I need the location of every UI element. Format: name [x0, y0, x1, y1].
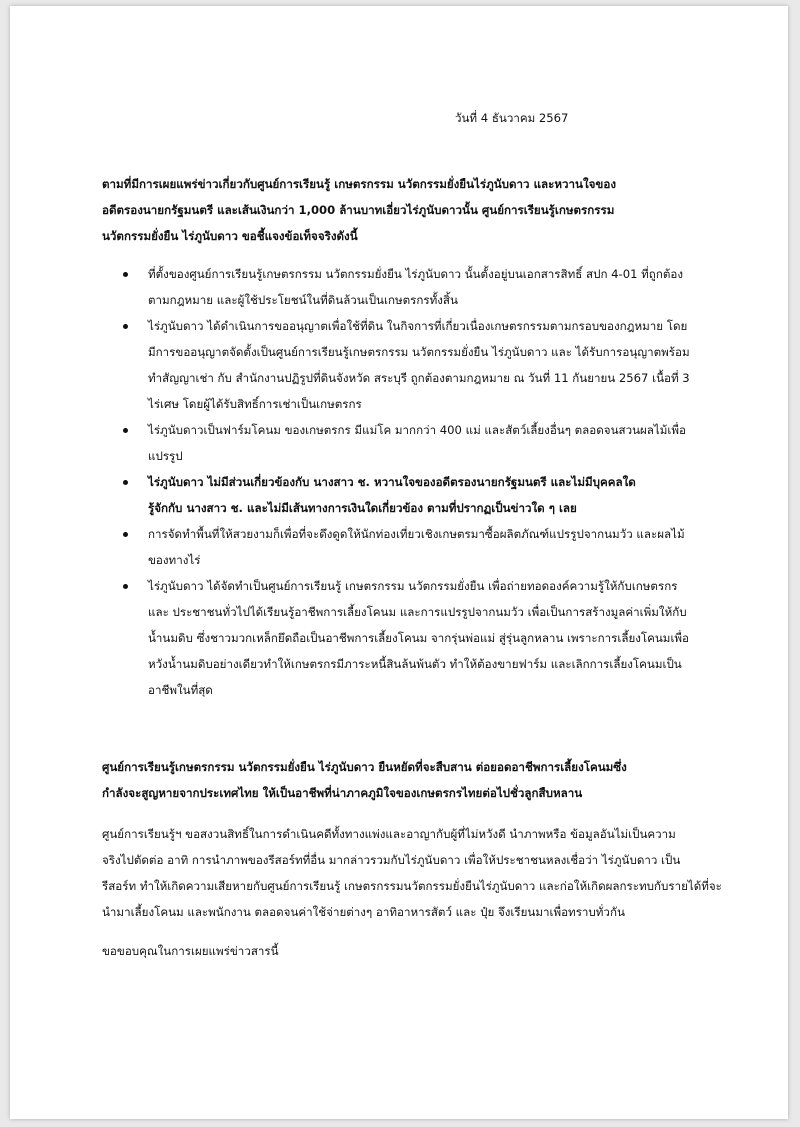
- bullet-dot-icon: [123, 480, 128, 485]
- closing-heading: [102, 754, 712, 806]
- bullet-line: อาชีพในที่สุด: [148, 683, 213, 697]
- bullet-item-emphasis: [10, 469, 788, 521]
- intro-paragraph: [102, 171, 712, 249]
- bullet-line: รู้จักกับ นางสาว ช. และไม่มีเส้นทางการเงินใดเกี่ยวข้อง ตามที่ปรากฏเป็นข่าวใด ๆ เลย: [148, 501, 577, 515]
- bullet-dot-icon: [123, 428, 128, 433]
- closing-heading-line: ศูนย์การเรียนรู้เกษตรกรรม นวัตกรรมยั่งยืน ไร่ภูนับดาว ยืนหยัดที่จะสืบสาน ต่อยอดอาชีพการเลี้ยงโคนมซึ่ง: [102, 760, 627, 774]
- bullet-item: [10, 573, 788, 703]
- document-date: วันที่ 4 ธันวาคม 2567: [455, 111, 569, 125]
- bullet-list: [10, 261, 788, 703]
- thanks-paragraph: [102, 938, 712, 964]
- bullet-item: [10, 261, 788, 313]
- legal-notice-line: รีสอร์ท ทำให้เกิดความเสียหายกับศูนย์การเรียนรู้ เกษตรกรรมนวัตกรรมยั่งยืนไร่ภูนับดาว และก่อให้เกิดผลกระทบกับรายได้ที่จะ: [102, 879, 722, 893]
- bullet-line: ทำสัญญาเช่า กับ สำนักงานปฏิรูปที่ดินจังหวัด สระบุรี ถูกต้องตามกฎหมาย ณ วันที่ 11 กันยายน 2567 เนื้อที่ 3: [148, 371, 690, 385]
- intro-line: ตามที่มีการเผยแพร่ข่าวเกี่ยวกับศูนย์การเรียนรู้ เกษตรกรรม นวัตกรรมยั่งยืนไร่ภูนับดาว และหวานใจของ: [102, 177, 616, 191]
- legal-notice-line: ศูนย์การเรียนรู้ฯ ขอสงวนสิทธิ์ในการดำเนินคดีทั้งทางแพ่งและอาญากับผู้ที่ไม่หวังดี นำภาพหรือ ข้อมูลอันไม่เป็นความ: [102, 827, 676, 841]
- legal-notice-line: จริงไปตัดต่อ อาทิ การนำภาพของรีสอร์ทที่อื่น มากล่าวรวมกับไร่ภูนับดาว เพื่อให้ประชาชนหลงเชื่อว่า ไร่ภูนับดาว เป็น: [102, 853, 681, 867]
- bullet-dot-icon: [123, 324, 128, 329]
- thanks-line: ขอขอบคุณในการเผยแพร่ข่าวสารนี้: [102, 944, 279, 958]
- bullet-line: แปรรูป: [148, 449, 183, 463]
- intro-line: อดีตรองนายกรัฐมนตรี และเส้นเงินกว่า 1,000 ล้านบาทเอี่ยวไร่ภูนับดาวนั้น ศูนย์การเรียนรู้เกษตรกรรม: [102, 203, 615, 217]
- bullet-item: [10, 417, 788, 469]
- bullet-item: [10, 521, 788, 573]
- closing-heading-line: กำลังจะสูญหายจากประเทศไทย ให้เป็นอาชีพที่น่าภาคภูมิใจของเกษตรกรไทยต่อไปชั่วลูกสืบหลาน: [102, 786, 583, 800]
- intro-line: นวัตกรรมยั่งยืน ไร่ภูนับดาว ขอชี้แจงข้อเท็จจริงดังนี้: [102, 229, 358, 243]
- bullet-line: หวังน้ำนมดิบอย่างเดียวทำให้เกษตรกรมีภาระหนี้สินล้นพ้นตัว ทำให้ต้องขายฟาร์ม และเลิกการเลี้ยงโคนมเป็น: [148, 657, 682, 671]
- bullet-line: มีการขออนุญาตจัดตั้งเป็นศูนย์การเรียนรู้เกษตรกรรม นวัตกรรมยั่งยืน ไร่ภูนับดาว และ ได้รับการอนุญาตพร้อม: [148, 345, 690, 359]
- legal-notice-paragraph: [102, 821, 722, 925]
- bullet-line: และ ประชาชนทั่วไปได้เรียนรู้อาชีพการเลี้ยงโคนม และการแปรรูปจากนมวัว เพื่อเป็นการสร้างมูลค่าเพิ่มให้กับ: [148, 605, 687, 619]
- bullet-line: ไร่ภูนับดาว ได้ดำเนินการขออนุญาตเพื่อใช้ที่ดิน ในกิจการที่เกี่ยวเนื่องเกษตรกรรมตามกรอบของกฎหมาย โดย: [148, 319, 688, 333]
- bullet-dot-icon: [123, 272, 128, 277]
- bullet-line: ไร่ภูนับดาวเป็นฟาร์มโคนม ของเกษตรกร มีแม่โค มากกว่า 400 แม่ และสัตว์เลี้ยงอื่นๆ ตลอดจนสวนผลไม้เพื่อ: [148, 423, 686, 437]
- bullet-line: น้ำนมดิบ ซึ่งชาวมวกเหล็กยึดถือเป็นอาชีพการเลี้ยงโคนม จากรุ่นพ่อแม่ สู่รุ่นลูกหลาน เพราะการเลี้ยงโคนมเพื่อ: [148, 631, 690, 645]
- bullet-line: ตามกฎหมาย และผู้ใช้ประโยชน์ในที่ดินล้วนเป็นเกษตรกรทั้งสิ้น: [148, 293, 458, 307]
- bullet-line: การจัดทำพื้นที่ให้สวยงามก็เพื่อที่จะดึงดูดให้นักท่องเที่ยวเชิงเกษตรมาซื้อผลิตภัณฑ์แปรรูปจากนมวัว และผลไม้: [148, 527, 685, 541]
- bullet-item: [10, 313, 788, 417]
- legal-notice-line: นำมาเลี้ยงโคนม และพนักงาน ตลอดจนค่าใช้จ่ายต่างๆ อาทิอาหารสัตว์ และ ปุ๋ย จึงเรียนมาเพื่อทราบทั่วกัน: [102, 905, 625, 919]
- bullet-dot-icon: [123, 584, 128, 589]
- bullet-line: ของทางไร่: [148, 553, 201, 567]
- bullet-line: ไร่ภูนับดาว ได้จัดทำเป็นศูนย์การเรียนรู้ เกษตรกรรม นวัตกรรมยั่งยืน เพื่อถ่ายทอดองค์ความรู้ให้กับเกษตรกร: [148, 579, 678, 593]
- bullet-dot-icon: [123, 532, 128, 537]
- bullet-line: ไร่ภูนับดาว ไม่มีส่วนเกี่ยวข้องกับ นางสาว ช. หวานใจของอดีตรองนายกรัฐมนตรี และไม่มีบุคคลใด: [148, 475, 636, 489]
- bullet-line: ไร่เศษ โดยผู้ได้รับสิทธิ์การเช่าเป็นเกษตรกร: [148, 397, 362, 411]
- document-page: [10, 6, 788, 1119]
- bullet-line: ที่ตั้งของศูนย์การเรียนรู้เกษตรกรรม นวัตกรรมยั่งยืน ไร่ภูนับดาว นั้นตั้งอยู่บนเอกสารสิทธิ์ สปก 4-01 ที่ถูกต้อง: [148, 267, 683, 281]
